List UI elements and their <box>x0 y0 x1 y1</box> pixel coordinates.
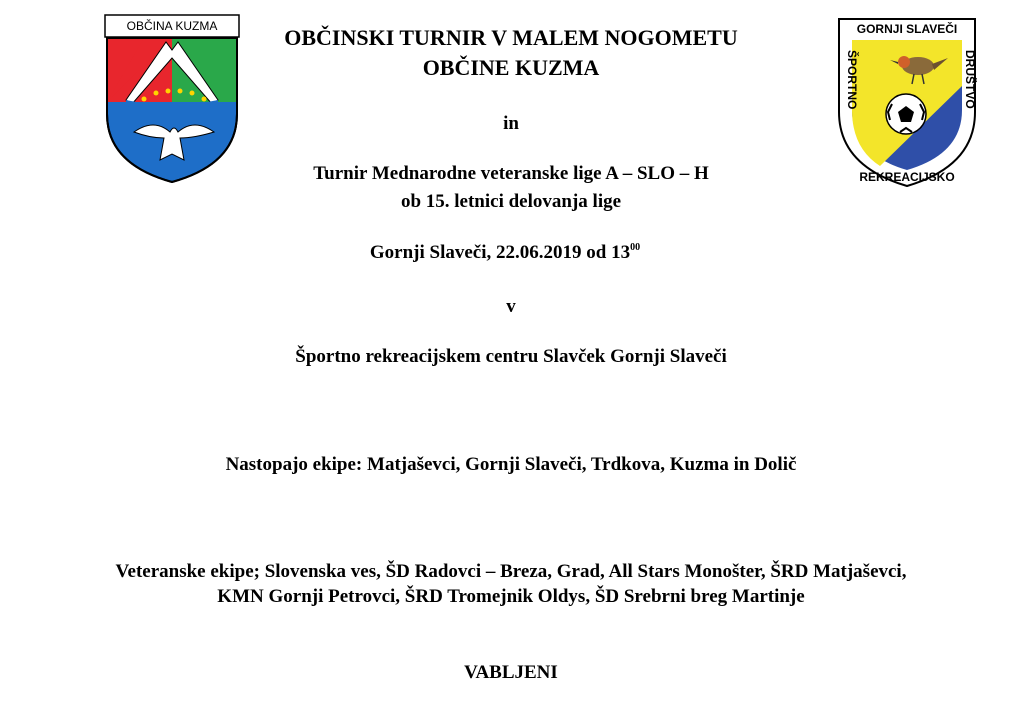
crest-top-label: GORNJI SLAVEČI <box>856 22 958 36</box>
crest-bottom-label: REKREACIJSKO <box>859 170 955 184</box>
closing-invitation: VABLJENI <box>464 662 558 683</box>
venue: Športno rekreacijskem centru Slavček Gornji Slaveči <box>295 346 727 367</box>
conjunction-in: in <box>503 113 519 134</box>
veteran-teams-line-1: Veteranske ekipe; Slovenska ves, ŠD Radovci – Breza, Grad, All Stars Monošter, ŠRD Matjaševci, <box>115 561 907 582</box>
tournament-line-2: ob 15. letnici delovanja lige <box>400 191 622 212</box>
crest-right-label: DRUŠTVO <box>963 50 977 109</box>
veteran-teams-line-2: KMN Gornji Petrovci, ŠRD Tromejnik Oldys, ŠD Srebrni breg Martinje <box>217 586 805 607</box>
title-line-2: OBČINE KUZMA <box>422 55 600 80</box>
tournament-line-1: Turnir Mednarodne veteranske lige A – SLO – H <box>313 163 709 184</box>
event-time-superscript: 00 <box>630 242 641 253</box>
event-place-date <box>0 242 1016 264</box>
preposition-v: v <box>506 296 516 317</box>
title-line-1: OBČINSKI TURNIR V MALEM NOGOMETU <box>284 25 738 50</box>
crest-label: OBČINA KUZMA <box>126 19 218 33</box>
teams-list: Nastopajo ekipe: Matjaševci, Gornji Slaveči, Trdkova, Kuzma in Dolič <box>225 454 797 475</box>
event-date-text: Gornji Slaveči, 22.06.2019 od 13 <box>369 242 631 263</box>
crest-left-label: ŠPORTNO <box>845 50 859 110</box>
